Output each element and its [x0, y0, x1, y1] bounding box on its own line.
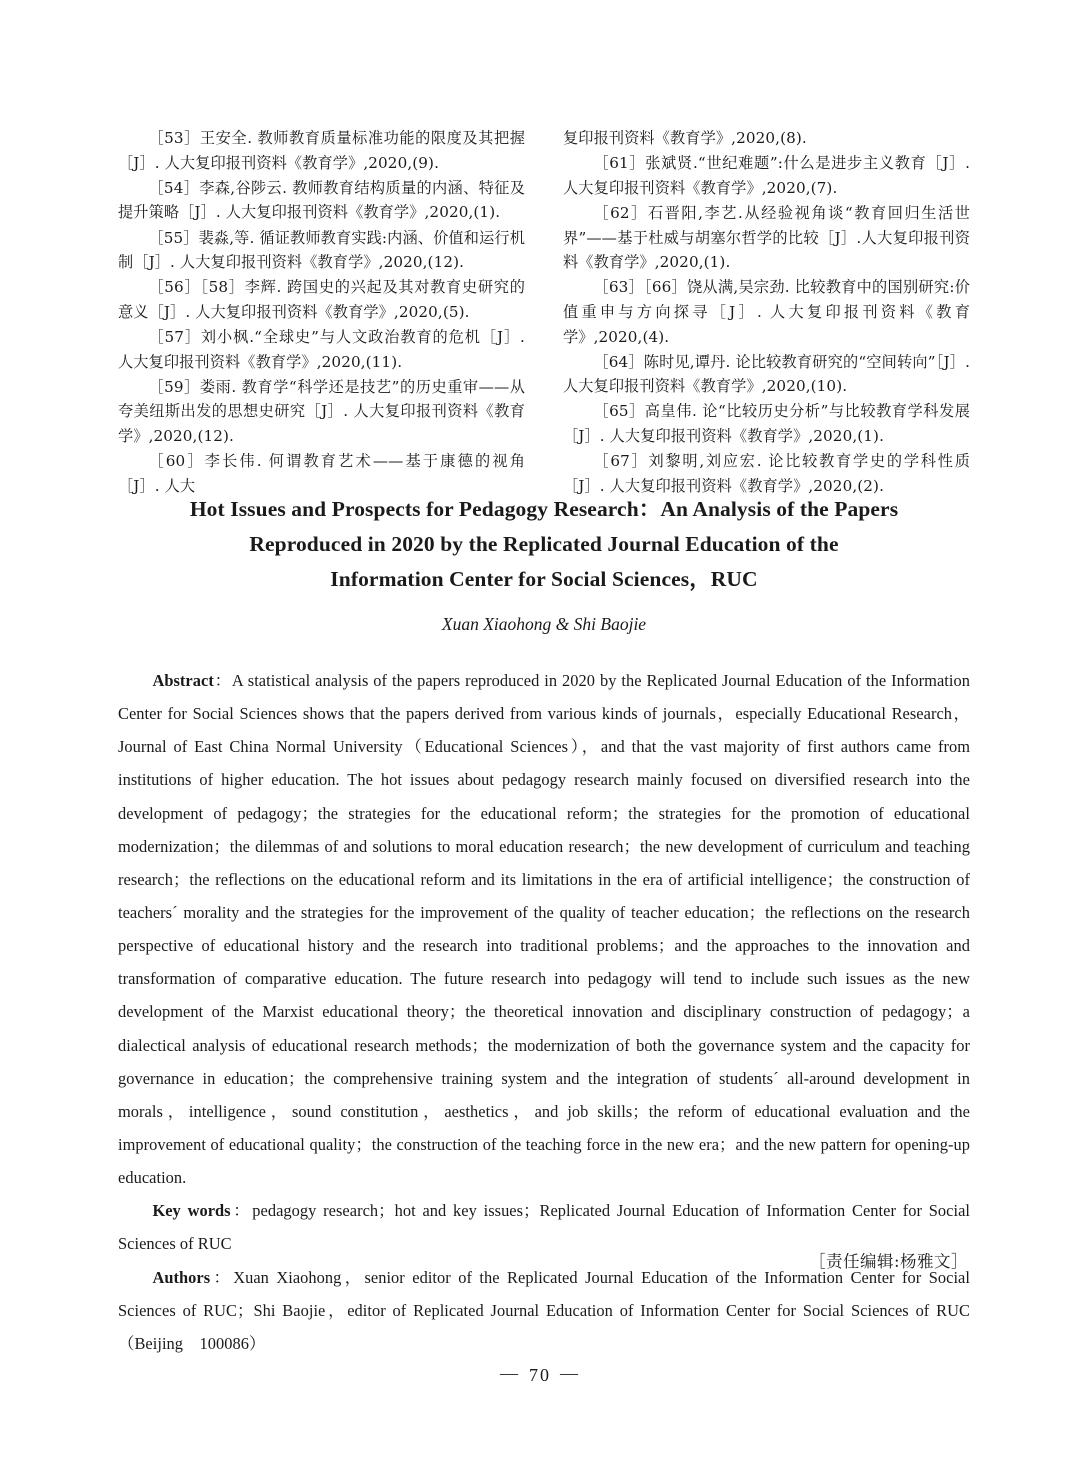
- reference-item: ［67］刘黎明,刘应宏. 论比较教育学史的学科性质［J］. 人大复印报刊资料《教育学》,2020,(2).: [563, 452, 970, 495]
- authors-paragraph: [118, 1261, 970, 1360]
- keywords-label: Key words: [152, 1201, 231, 1221]
- reference-item: ［54］李森,谷陟云. 教师教育结构质量的内涵、特征及提升策略［J］. 人大复印报刊资料《教育学》,2020,(1).: [118, 178, 525, 222]
- abstract-label: Abstract: [152, 671, 214, 690]
- reference-item: ［53］王安全. 教师教育质量标准功能的限度及其把握［J］. 人大复印报刊资料《教育学》,2020,(9).: [118, 129, 525, 172]
- reference-item: ［63］［66］饶从满,吴宗劲. 比较教育中的国别研究:价值重申与方向探寻［J］. 人大复印报刊资料《教育学》,2020,(4).: [563, 278, 970, 346]
- references-section: [118, 126, 970, 499]
- abstract-text: A statistical analysis of the papers reproduced in 2020 by the Replicated Journal Education of the Information Center for Social Sciences shows that the papers derived from various kinds of journals，especially Educational Research，Journal of East China Normal University（Educational Sciences），and that the vast majority of first authors came from institutions of higher education. The hot issues about pedagogy research mainly focused on diversified research into the development of pedagogy；the strategies for the educational reform；the strategies for the promotion of educational modernization；the dilemmas of and solutions to moral education research；the new development of curriculum and teaching research；the reflections on the educational reform and its limitations in the era of artificial intelligence；the construction of teachers´ morality and the strategies for the improvement of the quality of teacher education；the reflections on the research perspective of educational history and the research into traditional problems；and the approaches to the innovation and transformation of comparative education. The future research into pedagogy will tend to include such issues as the new development of the Marxist educational theory；the theoretical innovation and disciplinary construction of pedagogy；a dialectical analysis of educational research methods；the modernization of both the governance system and the capacity for governance in education；the comprehensive training system and the integration of students´ all-around development in morals，intelligence，sound constitution，aesthetics，and job skills；the reform of educational evaluation and the improvement of educational quality；the construction of the teaching force in the new era；and the new pattern for opening-up education.: [118, 671, 970, 1188]
- reference-item: ［59］娄雨. 教育学“科学还是技艺”的历史重审——从夸美纽斯出发的思想史研究［J］. 人大复印报刊资料《教育学》,2020,(12).: [118, 377, 525, 445]
- reference-item: ［56］［58］李辉. 跨国史的兴起及其对教育史研究的意义［J］. 人大复印报刊资料《教育学》,2020,(5).: [118, 278, 525, 321]
- abstract-paragraph: [118, 664, 970, 1194]
- reference-item: ［64］陈时见,谭丹. 论比较教育研究的“空间转向”［J］. 人大复印报刊资料《教育学》,2020,(10).: [563, 352, 970, 396]
- reference-item: ［65］高皇伟. 论“比较历史分析”与比较教育学科发展［J］. 人大复印报刊资料《教育学》,2020,(1).: [563, 402, 970, 445]
- reference-item: ［61］张斌贤.“世纪难题”:什么是进步主义教育［J］.人大复印报刊资料《教育学》,2020,(7).: [563, 154, 970, 197]
- reference-item: ［57］刘小枫.“全球史”与人文政治教育的危机［J］. 人大复印报刊资料《教育学》,2020,(11).: [118, 328, 525, 371]
- page-number: [0, 1365, 1080, 1386]
- references-left-column: [118, 126, 525, 499]
- page-dash-left: —: [500, 1363, 520, 1383]
- abstract-colon: ：: [213, 671, 232, 690]
- authors-text: Xuan Xiaohong，senior editor of the Replicated Journal Education of the Information Center for Social Sciences of RUC；Shi Baojie，editor of Replicated Journal Education of Information Center for Social Sciences of RUC（Beijing 100086）: [118, 1267, 970, 1353]
- reference-continuation: 复印报刊资料《教育学》,2020,(8).: [563, 129, 807, 147]
- keywords-text: pedagogy research；hot and key issues；Replicated Journal Education of Information Center for Social Sciences of RUC: [118, 1201, 970, 1254]
- article-title: [118, 492, 970, 596]
- authors-colon: ：: [210, 1267, 234, 1287]
- author-byline: Xuan Xiaohong & Shi Baojie: [441, 614, 647, 634]
- responsible-editor-credit: ［责任编辑:杨雅文］: [808, 1252, 968, 1271]
- reference-item: ［60］李长伟. 何谓教育艺术——基于康德的视角［J］. 人大: [118, 452, 525, 495]
- page-dash-right: —: [560, 1363, 580, 1383]
- reference-item: ［55］裴淼,等. 循证教师教育实践:内涵、价值和运行机制［J］. 人大复印报刊资料《教育学》,2020,(12).: [118, 228, 525, 272]
- title-line: Hot Issues and Prospects for Pedagogy Research：An Analysis of the Papers: [189, 497, 899, 521]
- page-number-value: 70: [529, 1365, 551, 1385]
- keywords-colon: ：: [230, 1201, 253, 1221]
- title-line: Information Center for Social Sciences，RUC: [330, 566, 758, 591]
- authors-label: Authors: [152, 1267, 211, 1287]
- references-right-column: [563, 126, 970, 499]
- title-line: Reproduced in 2020 by the Replicated Journal Education of the: [249, 531, 839, 556]
- reference-item: ［62］石晋阳,李艺.从经验视角谈“教育回归生活世界”——基于杜威与胡塞尔哲学的比较［J］.人大复印报刊资料《教育学》,2020,(1).: [563, 203, 970, 272]
